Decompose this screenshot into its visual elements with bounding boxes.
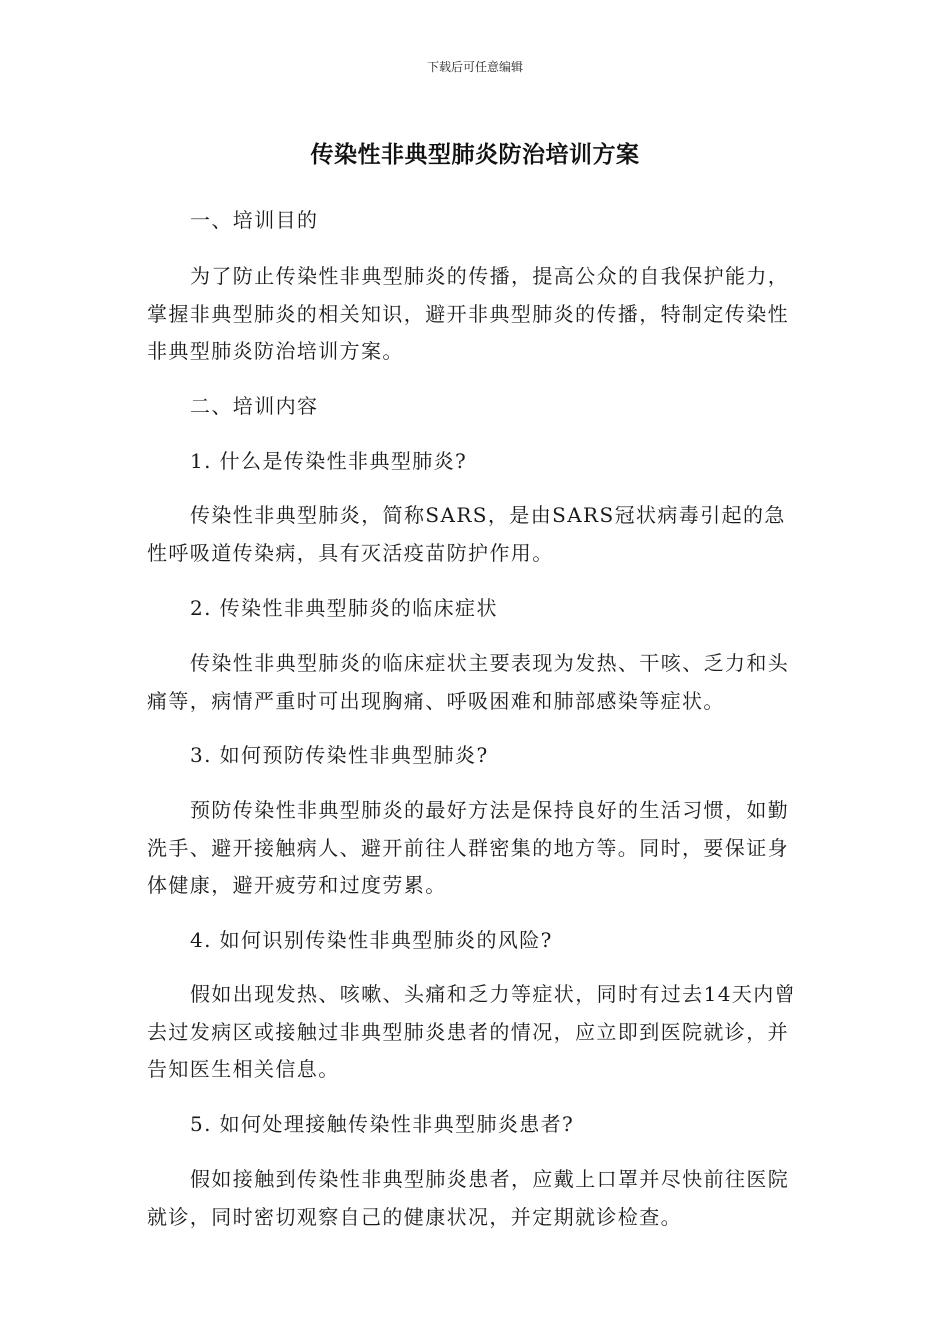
question-heading-1: 1. 什么是传染性非典型肺炎? [190, 449, 468, 473]
answer-paragraph-4: 假如出现发热、咳嗽、头痛和乏力等症状，同时有过去14天内曾去过发病区或接触过非典型肺炎患者的情况，应立即到医院就诊，并告知医生相关信息。 [147, 982, 797, 1081]
question-heading-4: 4. 如何识别传染性非典型肺炎的风险? [190, 928, 553, 952]
paragraph-purpose: 为了防止传染性非典型肺炎的传播，提高公众的自我保护能力，掌握非典型肺炎的相关知识，避开非典型肺炎的传播，特制定传染性非典型肺炎防治培训方案。 [147, 264, 790, 363]
answer-paragraph-3: 预防传染性非典型肺炎的最好方法是保持良好的生活习惯，如勤洗手、避开接触病人、避开前往人群密集的地方等。同时，要保证身体健康，避开疲劳和过度劳累。 [147, 798, 790, 897]
answer-paragraph-5: 假如接触到传染性非典型肺炎患者，应戴上口罩并尽快前往医院就诊，同时密切观察自己的健康状况，并定期就诊检查。 [147, 1167, 790, 1229]
question-heading-2: 2. 传染性非典型肺炎的临床症状 [190, 596, 498, 620]
answer-paragraph-2: 传染性非典型肺炎的临床症状主要表现为发热、干咳、乏力和头痛等，病情严重时可出现胸痛、呼吸困难和肺部感染等症状。 [147, 651, 790, 713]
header-note: 下载后可任意编辑 [426, 60, 523, 74]
document-title: 传染性非典型肺炎防治培训方案 [310, 142, 640, 168]
answer-paragraph-1: 传染性非典型肺炎，简称SARS，是由SARS冠状病毒引起的急性呼吸道传染病，具有灭活疫苗防护作用。 [147, 503, 786, 565]
question-heading-5: 5. 如何处理接触传染性非典型肺炎患者? [190, 1112, 575, 1136]
section-heading-training-content: 二、培训内容 [190, 394, 319, 418]
section-heading-training-purpose: 一、培训目的 [190, 208, 319, 232]
question-heading-3: 3. 如何预防传染性非典型肺炎? [190, 743, 489, 767]
